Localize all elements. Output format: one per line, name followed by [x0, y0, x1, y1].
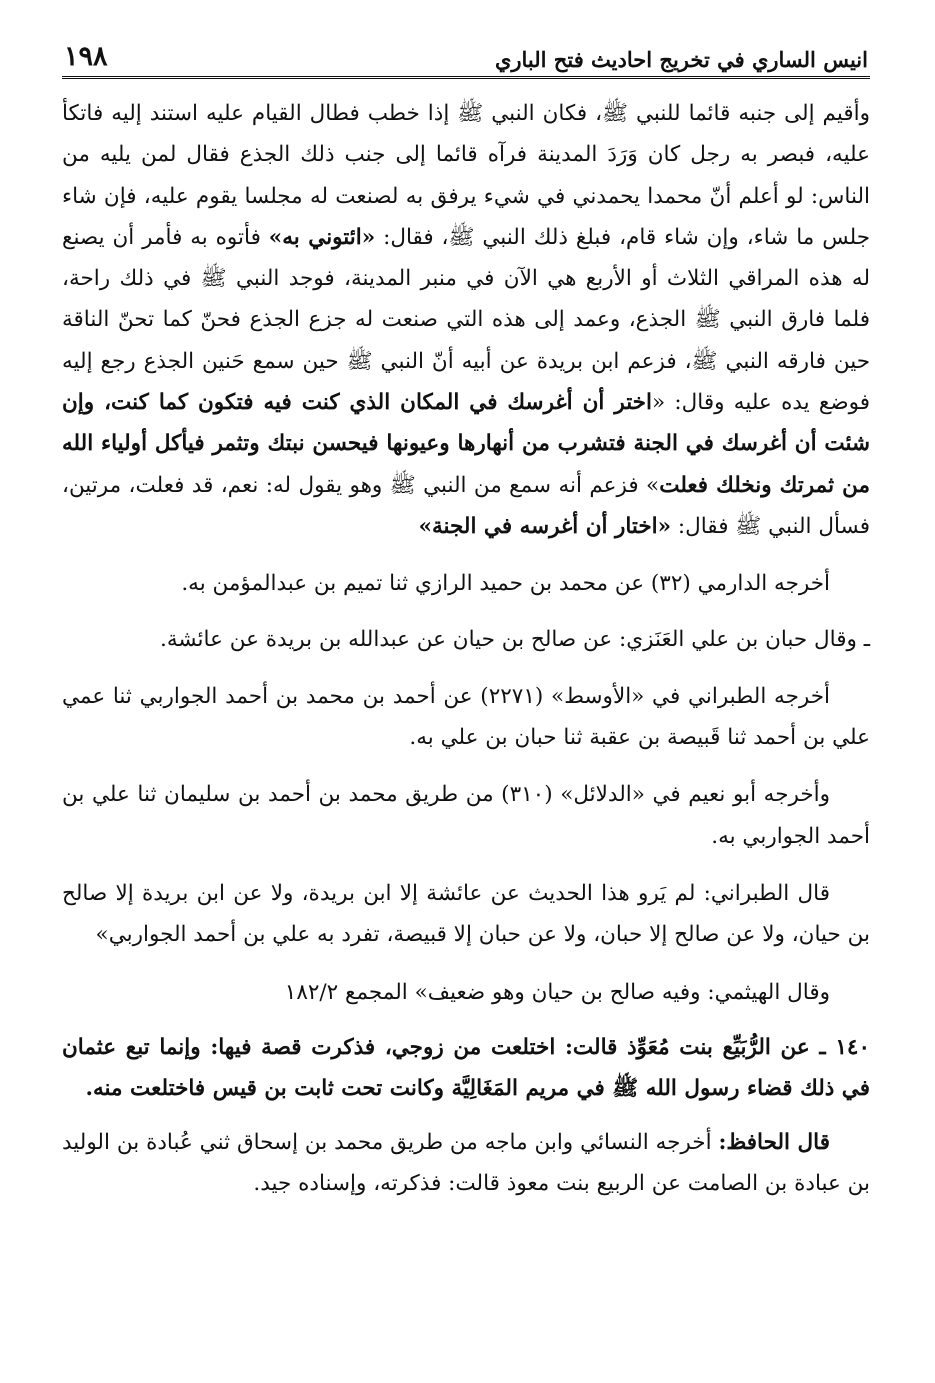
takhrij-darimi: أخرجه الدارمي (٣٢) عن محمد بن حميد الرازي ثنا تميم بن عبدالمؤمن به. [181, 571, 830, 597]
hadith-body: اختلعت من زوجي، فذكرت قصة فيها: وإنما تبع عثمان في ذلك قضاء رسول الله ﷺ في مريم المَغَالِيَّة وكانت تحت ثابت بن قيس فاختلعت منه. [62, 1034, 870, 1102]
hadith-140 [62, 1027, 870, 1110]
text-run: وأقيم إلى جنبه قائما للنبي ﷺ، فكان النبي ﷺ إذا خطب فطال القيام عليه استند إليه فاتكأ عليه، فبصر به رجل كان وَرَدَ المدينة فرآه قائما إلى جنب ذلك الجذع فقال لمن يليه من الناس: لو أعلم أنّ محمدا يحمدني في شيء يرفق به لصنعت له مجلسا يقوم عليه، فإن شاء جلس ما شاء، وإن شاء قام، فبلغ ذلك النبي ﷺ، فقال: [62, 101, 871, 250]
tabarani-comment: قال الطبراني: لم يَرو هذا الحديث عن عائشة إلا ابن بريدة، ولا عن ابن بريدة إلا صالح بن حيان، ولا عن صالح إلا حبان، ولا عن حبان إلا قبيصة، تفرد به علي بن أحمد الجواربي» [62, 881, 870, 948]
narration-hibban: ـ وقال حبان بن علي العَنَزي: عن صالح بن حيان عن عبدالله بن بريدة عن عائشة. [160, 626, 870, 652]
book-page [62, 28, 870, 1204]
hadith-number: ١٤٠ [835, 1034, 870, 1060]
text-run: فأتوه به فأمر أن يصنع له هذه المراقي الثلاث أو الأربع هي الآن في منبر المدينة، فوجد النبي ﷺ في ذلك راحة، فلما فارق النبي ﷺ الجذع، وعمد إلى هذه التي صنعت له جزع الجذع فحنّ كما تحنّ الناقة حين فارقه النبي ﷺ، فزعم ابن بريدة عن أبيه أنّ النبي ﷺ حين سمع حَنين الجذع رجع إليه فوضع يده عليه وقال: « [62, 224, 870, 416]
prophet-quote: «اختار أن أغرسه في الجنة» [418, 513, 672, 539]
takhrij-abu-nuaym: وأخرجه أبو نعيم في «الدلائل» (٣١٠) من طريق محمد بن أحمد بن سليمان ثنا علي بن أحمد الجواربي به. [62, 782, 870, 849]
hadith-text-paragraph [62, 93, 870, 547]
running-title: انيس الساري في تخريج احاديث فتح الباري [494, 47, 868, 72]
hafiz-label: قال الحافظ: [718, 1129, 830, 1155]
hafiz-text: أخرجه النسائي وابن ماجه من طريق محمد بن إسحاق ثني عُبادة بن الوليد بن عبادة بن الصامت عن الربيع بنت معوذ قالت: فذكرته، وإسناده جيد. [62, 1129, 870, 1196]
takhrij-tabarani: أخرجه الطبراني في «الأوسط» (٢٢٧١) عن أحمد بن محمد بن أحمد الجواربي ثنا عمي علي بن أحمد ثنا قَبيصة بن عقبة ثنا حبان بن علي به. [62, 683, 870, 751]
text-run: » فزعم أنه سمع من النبي ﷺ وهو يقول له: نعم، قد فعلت، مرتين، فسأل النبي ﷺ فقال: [62, 472, 870, 539]
hadith-lead: ـ عن الرُّبَيِّع بنت مُعَوِّذ قالت: [555, 1034, 836, 1060]
page-header [62, 28, 870, 79]
haythami-comment: وقال الهيثمي: وفيه صالح بن حيان وهو ضعيف» المجمع ١٨٢/٢ [284, 979, 830, 1005]
prophet-quote: «ائتوني به» [268, 224, 376, 250]
page-number: ١٩٨ [64, 41, 108, 72]
prophet-quote: اختر أن أغرسك في المكان الذي كنت فيه فتكون كما كنت، وإن شئت أن أغرسك في الجنة فتشرب من أنهارها وعيونها فيحسن نبتك وتثمر فيأكل أولياء الله من ثمرتك ونخلك فعلت [62, 390, 870, 498]
hafiz-comment [62, 1122, 870, 1205]
